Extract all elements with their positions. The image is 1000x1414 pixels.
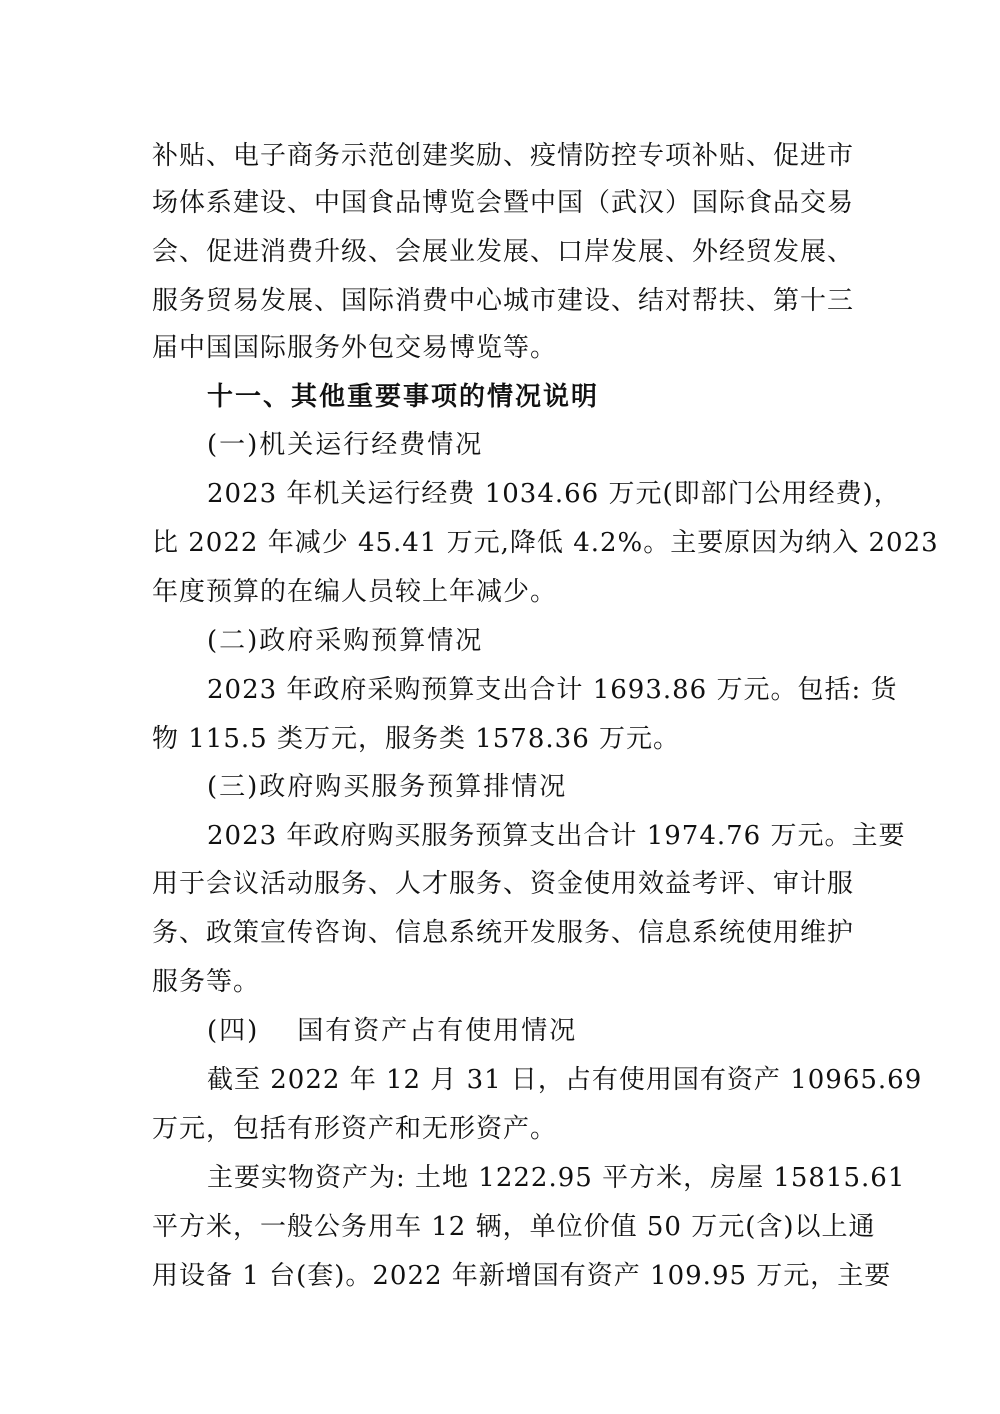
section-heading: 十一、其他重要事项的情况说明: [207, 382, 600, 412]
paragraph-line: 补贴、电子商务示范创建奖励、疫情防控专项补贴、促进市: [152, 141, 855, 171]
paragraph-line: 会、促进消费升级、会展业发展、口岸发展、外经贸发展、: [152, 237, 855, 267]
paragraph-line: 场体系建设、中国食品博览会暨中国（武汉）国际食品交易: [152, 188, 855, 218]
paragraph-line: 用于会议活动服务、人才服务、资金使用效益考评、审计服: [152, 869, 855, 899]
paragraph-line: 服务等。: [152, 967, 261, 997]
subsection-title-1: (一)机关运行经费情况: [207, 430, 484, 460]
paragraph-line: 比 2022 年减少 45.41 万元,降低 4.2%。主要原因为纳入 2023: [152, 528, 939, 558]
subsection-title-4: [207, 1014, 852, 1048]
subsection-text-4: 国有资产占有使用情况: [297, 1016, 578, 1046]
paragraph-line: 截至 2022 年 12 月 31 日，占有使用国有资产 10965.69: [207, 1065, 923, 1095]
paragraph-line: 2023 年政府采购预算支出合计 1693.86 万元。包括: 货: [207, 675, 898, 705]
paragraph-line: 务、政策宣传咨询、信息系统开发服务、信息系统使用维护: [152, 918, 855, 948]
paragraph-line: 万元，包括有形资产和无形资产。: [152, 1114, 558, 1144]
paragraph-line: 2023 年政府购买服务预算支出合计 1974.76 万元。主要: [207, 821, 906, 851]
subsection-title-2: (二)政府采购预算情况: [207, 626, 484, 656]
subsection-label-4: (四): [207, 1016, 260, 1046]
paragraph-line: 用设备 1 台(套)。2022 年新增国有资产 109.95 万元，主要: [152, 1261, 892, 1291]
subsection-title-3: (三)政府购买服务预算排情况: [207, 772, 568, 802]
paragraph-line: 物 115.5 类万元，服务类 1578.36 万元。: [152, 724, 681, 754]
paragraph-line: 平方米，一般公务用车 12 辆，单位价值 50 万元(含)以上通: [152, 1212, 876, 1242]
paragraph-line: 主要实物资产为: 土地 1222.95 平方米，房屋 15815.61: [207, 1163, 906, 1193]
paragraph-line: 年度预算的在编人员较上年减少。: [152, 577, 558, 607]
paragraph-line: 服务贸易发展、国际消费中心城市建设、结对帮扶、第十三: [152, 286, 855, 316]
paragraph-line: 届中国国际服务外包交易博览等。: [152, 333, 558, 363]
paragraph-line: 2023 年机关运行经费 1034.66 万元(即部门公用经费)，: [207, 479, 901, 509]
